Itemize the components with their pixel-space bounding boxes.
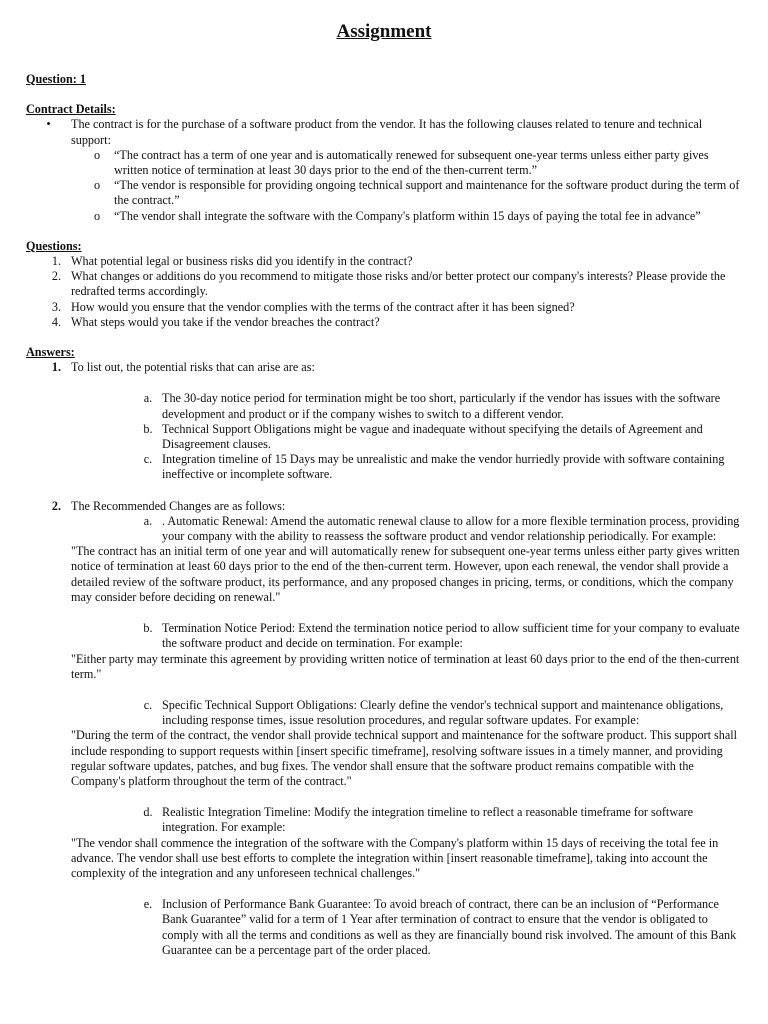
question-text: What changes or additions do you recommend to mitigate those risks and/or better protect our company's interests? Please provide the redrafted terms accordingly.: [71, 269, 726, 299]
risk-text: The 30-day notice period for termination might be too short, particularly if the vendor has issues with the software development and product or if the company wishes to switch to a different vendor.: [162, 391, 721, 421]
number-marker: 1.: [51, 360, 61, 375]
number-marker: 1.: [51, 254, 61, 269]
answers-heading: Answers:: [26, 345, 75, 360]
example-clause: "During the term of the contract, the vendor shall provide technical support and maintenance for the software product. This support shall include responding to support requests within [insert specific timeframe], resolving software issues in a timely manner, and providing regular software updates, patches, and bug fixes. The vendor shall ensure that the software product remains compatible with the Company's platform throughout the term of the contract.": [71, 728, 738, 788]
contract-subbullet-text: “The vendor is responsible for providing ongoing technical support and maintenance for the software product during the term of the contract.”: [114, 178, 740, 208]
contract-details-heading: Contract Details:: [26, 102, 116, 117]
questions-heading: Questions:: [26, 238, 82, 253]
recommendation-text: Termination Notice Period: Extend the termination notice period to allow sufficient time for your company to evaluate the software product and decide on termination. For example:: [162, 621, 740, 651]
letter-marker: b.: [143, 621, 153, 636]
question-text: How would you ensure that the vendor complies with the terms of the contract after it has been signed?: [71, 299, 575, 314]
circle-marker: o: [94, 147, 101, 162]
circle-marker: o: [94, 178, 101, 193]
question-text: What steps would you take if the vendor breaches the contract?: [71, 314, 380, 329]
number-marker: 4.: [51, 314, 61, 329]
contract-subbullet-text: “The vendor shall integrate the software with the Company's platform within 15 days of paying the total fee in advance”: [114, 208, 701, 223]
example-clause: "The contract has an initial term of one year and will automatically renew for subsequent one-year terms unless either party gives written notice of termination at least 60 days prior to the end of the then-current term. However, upon each renewal, the vendor shall provide a detailed review of the software product, its performance, and any proposed changes in pricing, terms, or conditions, which the company may consider before deciding on renewal.": [71, 544, 740, 604]
recommendation-item: [26, 805, 742, 835]
question-item: [26, 300, 742, 315]
question-item: [26, 269, 742, 299]
letter-marker: c.: [143, 452, 153, 467]
recommendation-item: [26, 621, 742, 651]
number-marker: 2.: [51, 498, 61, 513]
risk-item: [26, 391, 742, 421]
recommendation-item: [26, 514, 742, 544]
risk-text: Technical Support Obligations might be vague and inadequate without specifying the details of Agreement and Disagreement clauses.: [162, 421, 703, 452]
answer-item: [26, 499, 742, 514]
question-heading: Question: 1: [26, 72, 86, 86]
letter-marker: d.: [143, 805, 153, 820]
letter-marker: e.: [143, 897, 153, 912]
recommendation-text: Realistic Integration Timeline: Modify the integration timeline to reflect a reasonable timeframe for software integration. For example:: [162, 805, 694, 835]
circle-marker: o: [94, 208, 101, 223]
contract-subbullet-text: “The contract has a term of one year and is automatically renewed for subsequent one-year terms unless either party gives written notice of termination at least 30 days prior to the end of the then-current term.”: [114, 147, 709, 178]
letter-marker: c.: [143, 697, 153, 712]
example-clause: "Either party may terminate this agreement by providing written notice of termination at least 60 days prior to the end of the then-current term.": [71, 651, 740, 681]
letter-marker: a.: [143, 513, 153, 528]
answer-intro-text: The Recommended Changes are as follows:: [71, 498, 286, 513]
risk-item: [26, 452, 742, 482]
document-title: Assignment: [336, 21, 432, 42]
contract-subbullet: [26, 148, 742, 178]
number-marker: 3.: [51, 299, 61, 314]
recommendation-text: . Automatic Renewal: Amend the automatic renewal clause to allow for a more flexible termination process, providing your company with the ability to reassess the software product and vendor relationship periodically. For example:: [162, 513, 740, 544]
letter-marker: a.: [143, 391, 153, 406]
question-text: What potential legal or business risks did you identify in the contract?: [71, 254, 413, 269]
question-item: [26, 254, 742, 269]
example-clause: "The vendor shall commence the integration of the software with the Company's platform within 15 days of receiving the total fee in advance. The vendor shall use best efforts to complete the integration within [insert reasonable timeframe], taking into account the complexity of the integration and any unforeseen technical challenges.": [71, 835, 719, 880]
contract-bullet-text: The contract is for the purchase of a software product from the vendor. It has the following clauses related to tenure and technical support:: [71, 117, 703, 147]
number-marker: 2.: [51, 269, 61, 284]
recommendation-text: Inclusion of Performance Bank Guarantee: To avoid breach of contract, there can be an inclusion of “Performance Bank Guarantee” valid for a term of 1 Year after termination of contract to ensure that the vendor is obligated to comply with all the terms and conditions as well as they are financially bound risk involved. The amount of this Bank Guarantee can be a percentage part of the order placed.: [162, 897, 737, 957]
risk-item: [26, 422, 742, 452]
letter-marker: b.: [143, 421, 153, 436]
contract-subbullet: [26, 209, 742, 224]
recommendation-item: [26, 698, 742, 728]
answer-item: [26, 360, 742, 375]
recommendation-text: Specific Technical Support Obligations: Clearly define the vendor's technical support and maintenance obligations, including response times, issue resolution procedures, and regular software updates. For example:: [162, 697, 724, 728]
contract-bullet: [26, 117, 742, 147]
question-item: [26, 315, 742, 330]
risk-text: Integration timeline of 15 Days may be unrealistic and make the vendor hurriedly provide with software containing ineffective or incomplete software.: [162, 452, 725, 482]
bullet-marker: •: [46, 117, 51, 132]
answer-intro-text: To list out, the potential risks that can arise are as:: [71, 360, 315, 375]
recommendation-item: [26, 897, 742, 958]
contract-subbullet: [26, 178, 742, 208]
